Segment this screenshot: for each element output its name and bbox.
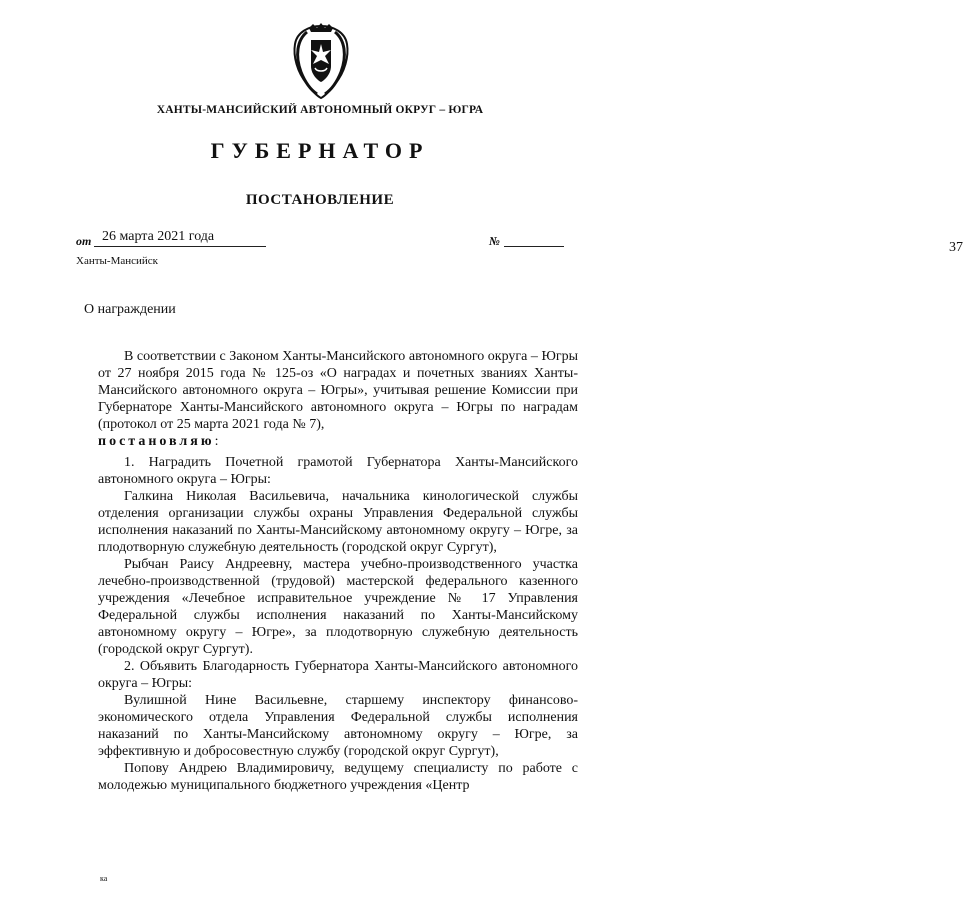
date-number-row: [76, 226, 963, 256]
intro-paragraph: [98, 348, 578, 450]
date-prefix: от: [76, 234, 92, 248]
document-number: 37: [949, 240, 963, 255]
number-line: [504, 240, 963, 255]
item-1a-paragraph: Галкина Николая Васильевича, начальника кинологической службы отделения организации службы охраны Управления Федеральной службы исполнения наказаний по Ханты-Мансийскому автономному округу – Югре, за плодотворную служебную деятельность (городской округ Сургут),: [98, 489, 578, 555]
document-body: [98, 348, 578, 794]
authority-title: ГУБЕРНАТОР: [210, 138, 430, 163]
coat-of-arms-icon: [287, 22, 355, 102]
region-title: ХАНТЫ-МАНСИЙСКИЙ АВТОНОМНЫЙ ОКРУГ – ЮГРА: [156, 104, 484, 116]
document-type: ПОСТАНОВЛЕНИЕ: [245, 192, 395, 208]
number-prefix: №: [489, 234, 500, 248]
intro-text: В соответствии с Законом Ханты-Мансийского автономного округа – Югры от 27 ноября 2015 года № 125-оз «О наградах и почетных званиях Ханты-Мансийского автономного округа – Югры», учитывая решение Комиссии при Губернаторе Ханты-Мансийского автономного округа – Югры по наградам (протокол от 25 марта 2021 года № 7),: [98, 349, 578, 432]
resolve-colon: :: [214, 434, 219, 449]
document-date: 26 марта 2021 года: [94, 229, 266, 247]
item-1-paragraph: 1. Наградить Почетной грамотой Губернатора Ханты-Мансийского автономного округа – Югры:: [98, 455, 578, 487]
item-2a-paragraph: Вулишной Нине Васильевне, старшему инспектору финансово-экономического отдела Управления Федеральной службы исполнения наказаний по Ханты-Мансийскому автономному округу – Югре, за эффективную и добросовестную службу (городской округ Сургут),: [98, 693, 578, 759]
item-2b-paragraph: Попову Андрею Владимировичу, ведущему специалисту по работе с молодежью муниципального бюджетного учреждения «Центр: [98, 761, 578, 793]
item-2-paragraph: 2. Объявить Благодарность Губернатора Ханты-Мансийского автономного округа – Югры:: [98, 659, 578, 691]
resolve-word: постановляю: [98, 434, 215, 449]
footer-mark: ка: [100, 874, 108, 883]
document-subject: О награждении: [84, 302, 176, 317]
item-1b-paragraph: Рыбчан Раису Андреевну, мастера учебно-производственного участка лечебно-производственной (трудовой) мастерской федерального казенного учреждения «Лечебное исправительное учреждение № 17 Управления Федеральной службы исполнения наказаний по Ханты-Мансийскому автономному округу – Югре», за плодотворную служебную деятельность (городской округ Сургут).: [98, 557, 578, 657]
city: Ханты-Мансийск: [76, 255, 159, 267]
